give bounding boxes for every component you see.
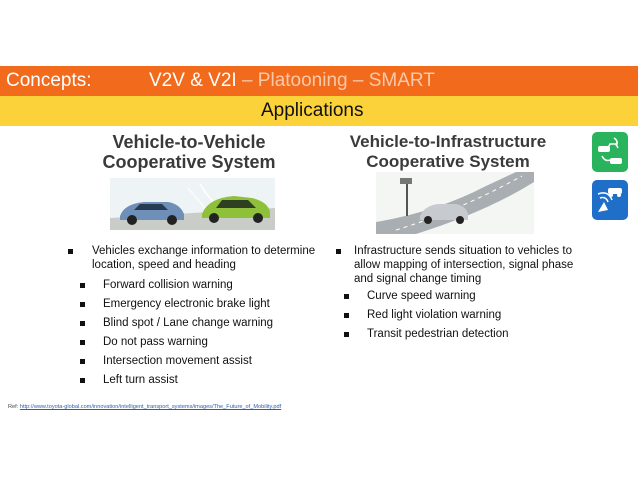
bullet-marker [80, 283, 85, 288]
bullet-marker [344, 294, 349, 299]
list-item-text: Do not pass warning [103, 336, 208, 348]
v2i-illustration [376, 172, 534, 234]
bullet-marker [344, 332, 349, 337]
v2i-heading-line2: Cooperative System [366, 152, 530, 171]
v2v-application-list [66, 244, 316, 392]
list-item-text: Left turn assist [103, 374, 178, 386]
bullet-marker [80, 359, 85, 364]
list-item [66, 316, 316, 330]
title-bar [0, 66, 638, 96]
reference-link[interactable]: http://www.toyota-global.com/innovation/intelligent_transport_systems/images/The_Future_of_Mobility.pdf [19, 404, 282, 410]
list-item-text: Blind spot / Lane change warning [103, 317, 274, 329]
list-item-text: Emergency electronic brake light [103, 298, 270, 310]
list-item [66, 335, 316, 349]
list-item [334, 289, 579, 303]
list-item [334, 327, 579, 341]
v2v-main-text: Vehicles exchange information to determine location, speed and heading [92, 245, 316, 271]
v2i-main-bullet [334, 244, 579, 286]
vehicle-communication-icon [592, 132, 628, 172]
list-item [66, 297, 316, 311]
v2v-heading-line2: Cooperative System [102, 152, 276, 172]
bullet-marker [80, 321, 85, 326]
bullet-marker [80, 302, 85, 307]
v2i-heading-line1: Vehicle-to-Infrastructure [349, 132, 547, 151]
v2i-main-text: Infrastructure sends situation to vehicles to allow mapping of intersection, signal phase and signal change timing [354, 245, 574, 285]
list-item-text: Intersection movement assist [103, 355, 252, 367]
list-item [334, 308, 579, 322]
v2i-heading [346, 132, 550, 172]
v2v-illustration [110, 178, 275, 230]
bullet-marker [336, 249, 341, 254]
v2v-main-bullet [66, 244, 316, 272]
v2v-heading-line1: Vehicle-to-Vehicle [112, 132, 266, 152]
reference-note [8, 404, 281, 410]
list-item [66, 373, 316, 387]
list-item-text: Curve speed warning [367, 290, 476, 302]
title-v2v-v2i: V2V & V2I [149, 70, 237, 91]
reference-prefix: Ref: [8, 404, 19, 410]
list-item-text: Red light violation warning [367, 309, 502, 321]
v2v-heading [98, 132, 280, 172]
infrastructure-signal-icon [592, 180, 628, 220]
concepts-label: Concepts: [6, 70, 92, 91]
list-item-text: Transit pedestrian detection [367, 328, 509, 340]
list-item [66, 354, 316, 368]
title-rest: – Platooning – SMART [236, 70, 435, 91]
subtitle-bar [0, 96, 638, 126]
list-item-text: Forward collision warning [103, 279, 233, 291]
title-text [149, 66, 435, 96]
bullet-marker [80, 340, 85, 345]
applications-label: Applications [261, 100, 364, 121]
bullet-marker [68, 249, 73, 254]
bullet-marker [80, 378, 85, 383]
bullet-marker [344, 313, 349, 318]
v2i-application-list [334, 244, 579, 346]
list-item [66, 278, 316, 292]
